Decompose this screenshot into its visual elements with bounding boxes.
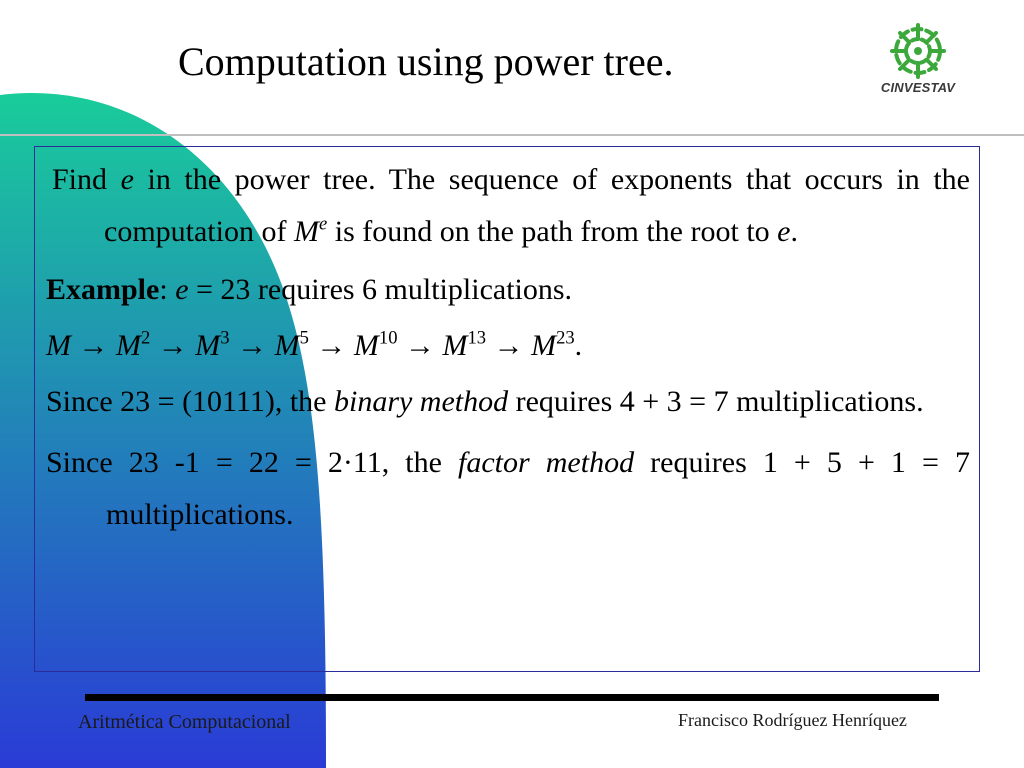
text: requires 4 + 3 = 7 multiplications. xyxy=(508,385,924,418)
factor-method-term: factor method xyxy=(458,446,635,479)
binary-method-term: binary method xyxy=(333,385,509,418)
cinvestav-logo xyxy=(872,18,964,104)
slide-title: Computation using power tree. xyxy=(178,39,674,84)
variable-m: M xyxy=(293,215,319,248)
text: : xyxy=(159,273,176,306)
slide-body xyxy=(46,154,970,550)
text: in the power tree. The sequence of exponents that occurs in the computation of xyxy=(104,163,970,248)
exponent-e: e xyxy=(318,213,328,235)
arrow: → xyxy=(486,329,532,362)
variable-m: M xyxy=(116,329,141,362)
variable-m: M xyxy=(195,329,221,362)
text: Since 23 = (10111), the xyxy=(46,385,334,418)
text: Find xyxy=(52,163,121,196)
text: = 23 requires 6 multiplications. xyxy=(188,273,573,306)
exponent: 3 xyxy=(220,327,230,349)
exponent: 13 xyxy=(467,327,487,349)
variable-m: M xyxy=(46,329,71,362)
paragraph-binary-method xyxy=(46,376,970,428)
footer-author: Francisco Rodríguez Henríquez xyxy=(678,710,907,730)
variable-m: M xyxy=(353,329,379,362)
footer-course-name: Aritmética Computacional xyxy=(78,711,291,733)
text: Since 23 -1 = 22 = 2·11, the xyxy=(46,446,459,479)
text: requires 1 + 5 + 1 = 7 multiplications. xyxy=(106,446,970,531)
paragraph-power-chain xyxy=(46,320,970,372)
variable-e: e xyxy=(175,273,189,306)
arrow: → xyxy=(308,329,354,362)
text: is found on the path from the root to xyxy=(327,215,778,248)
text: . xyxy=(574,329,583,362)
variable-m: M xyxy=(274,329,300,362)
exponent: 2 xyxy=(141,327,151,349)
exponent: 10 xyxy=(378,327,398,349)
arrow: → xyxy=(229,329,275,362)
logo-text: CINVESTAV xyxy=(880,80,956,95)
arrow: → xyxy=(71,329,116,362)
exponent: 5 xyxy=(299,327,309,349)
arrow: → xyxy=(397,329,443,362)
paragraph-factor-method xyxy=(46,437,970,541)
variable-e: e xyxy=(120,163,134,196)
variable-e: e xyxy=(777,215,791,248)
cinvestav-emblem-icon xyxy=(884,20,952,82)
header-divider xyxy=(0,134,1024,136)
paragraph-find-e xyxy=(46,154,970,258)
text: . xyxy=(790,215,798,248)
variable-m: M xyxy=(442,329,468,362)
exponent: 23 xyxy=(556,327,575,349)
footer-divider xyxy=(85,694,939,701)
paragraph-example xyxy=(46,264,970,316)
arrow: → xyxy=(150,329,196,362)
variable-m: M xyxy=(531,329,557,362)
example-label: Example xyxy=(46,273,160,306)
